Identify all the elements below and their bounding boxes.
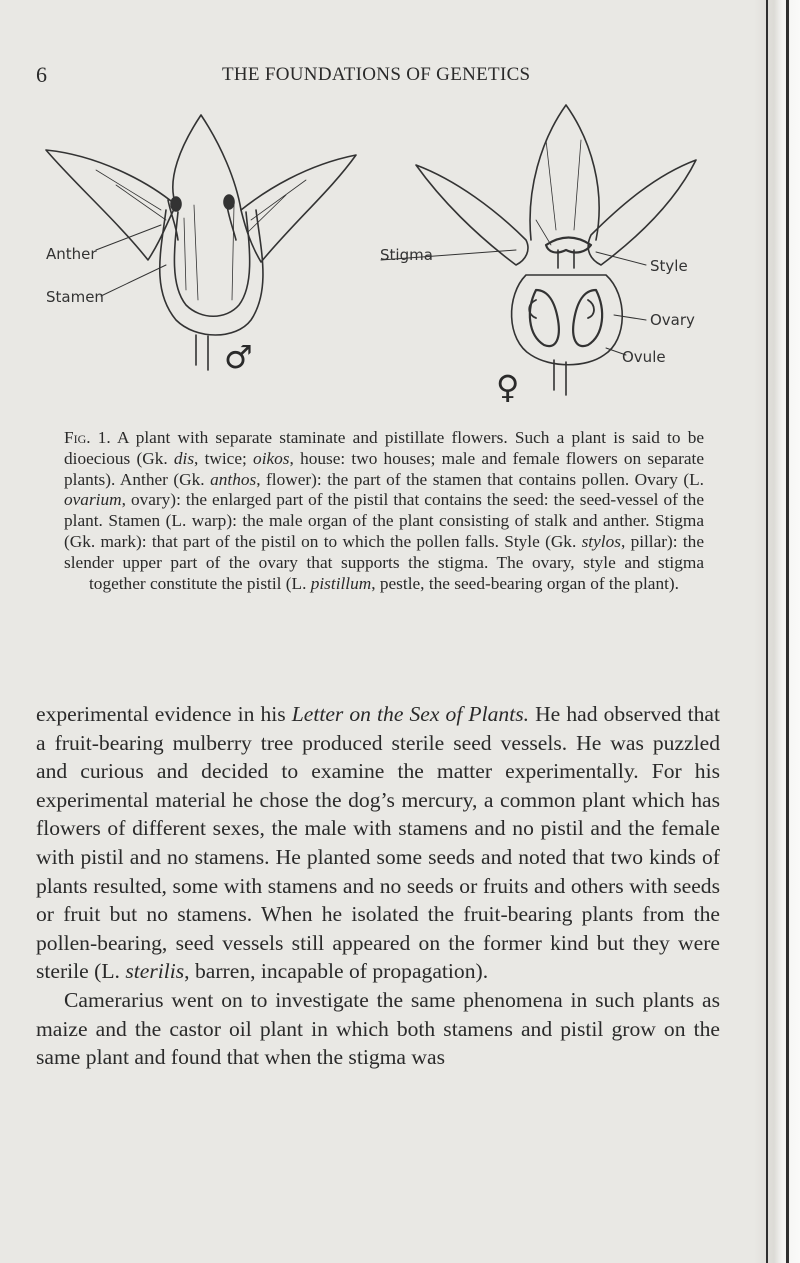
caption-term: anthos [210,469,257,489]
paragraph: Camerarius went on to investigate the same phenomena in such plants as maize and the castor oil plant in which both stamens and pistil grow on the same plant and found that when the stigma was [36,987,720,1070]
label-ovule: Ovule [622,348,666,366]
page-number: 6 [36,62,47,87]
page-edge [754,0,800,1263]
caption-text: , flower): the part of the stamen that contains pollen. Ovary (L. [256,469,705,489]
label-ovary: Ovary [650,311,695,329]
female-symbol: ♀ [496,368,520,406]
caption-text: , twice; [194,448,254,468]
body-text [36,700,720,1072]
figure-caption [64,428,704,594]
latin-term: sterilis [125,959,185,984]
caption-text: , ovary): the enlarged part of the pistil that contains the seed: the seed-vessel of the plant. Stamen (L. warp): the male organ of the plant consisting of stalk and anther. Stigma (Gk. mark): that part of the pistil on to which the pollen falls. Style (Gk. [64,490,704,551]
male-symbol: ♂ [224,338,253,376]
label-stigma: Stigma [380,246,433,264]
running-title: THE FOUNDATIONS OF GENETICS [222,64,531,85]
caption-text: , house: two houses; male and female flowers on separate plants). Anther (Gk. [64,448,704,489]
caption-text: , pestle, the seed-bearing organ of the plant). [371,573,679,593]
page-edge-line [766,0,768,1263]
caption-term: oikos [253,448,290,468]
figure-1 [36,100,736,420]
caption-term: dis [173,448,195,468]
caption-term: ovarium [64,490,122,510]
paragraph-text: , barren, incapable of propagation). [184,959,489,984]
caption-text: A plant with separate staminate and pistillate flowers. Such a plant is said to be dioecious (Gk. [64,428,705,468]
caption-term: pistillum [310,573,372,593]
page-edge-line [786,0,789,1263]
label-anther: Anther [46,245,97,263]
staminate-flower [46,115,356,370]
book-title: Letter on the Sex of Plants. [291,702,530,726]
caption-fig-label: Fig. 1. [64,428,111,447]
paragraph-text: He had observed that a fruit-bearing mulberry tree produced sterile seed vessels. He was puzzled and curious and decided to examine the matter experimentally. For his experimental material he chose the dog’s mercury, a common plant which has flowers of different sexes, the male with stamens and no pistil and the female with pistil and no stamens. He planted some seeds and noted that two kinds of plants resulted, some with stamens and no seeds or fruits and others with seeds or fruit but no stamens. When he isolated the fruit-bearing plants from the pollen-bearing, seed vessels still appeared on the former kind but they were sterile (L. [36,702,720,984]
label-style: Style [650,257,688,275]
caption-term: stylos [581,531,621,551]
label-stamen: Stamen [46,288,104,306]
caption-text: , pillar): the slender upper part of the ovary that supports the stigma. The ovary, style and stigma together constitute the pistil (L. [64,531,704,593]
running-head [36,64,716,88]
paragraph-text: experimental evidence in his [36,702,292,726]
paragraph [36,700,720,986]
